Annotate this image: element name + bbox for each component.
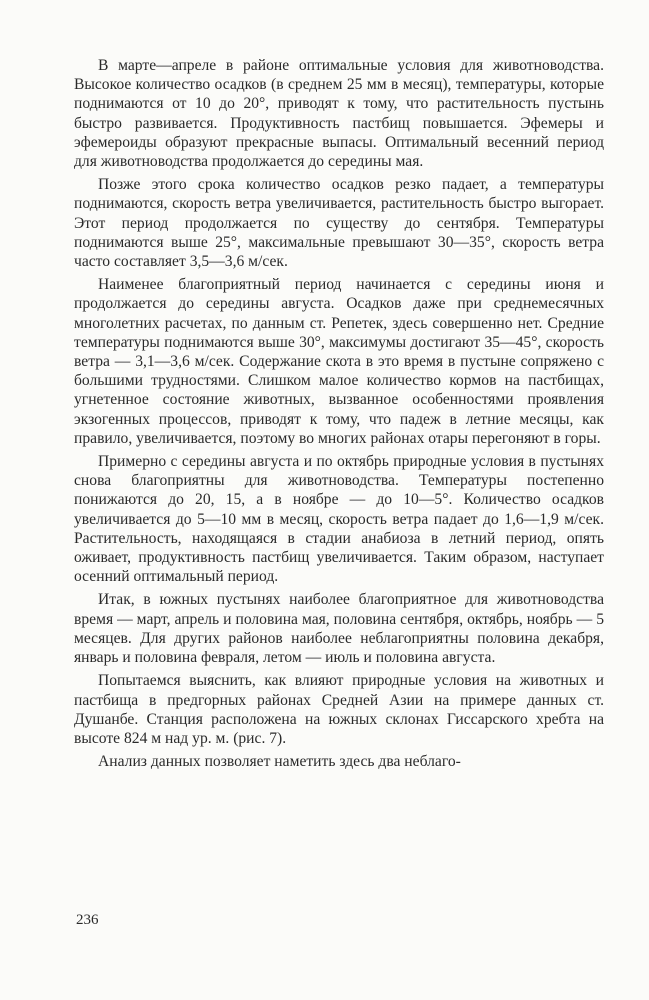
paragraph-summer-unfavorable: Наименее благоприятный период начинается с середины июня и продолжается до середины августа. Осадков даже при среднемесячных многолетних расчетах, по данным ст. Репетек, здесь совершенно нет. Средние температуры поднимаются выше 30°, максимумы достигают 35—45°, скорость ветра — 3,1—3,6 м/сек. Содержание скота в это время в пустыне сопряжено с большими трудностями. Слишком малое количество кормов на пастбищах, угнетенное состояние животных, вызванное особенностями проявления экзогенных процессов, приводят к тому, что падеж в летние месяцы, как правило, увеличивается, поэтому во многих районах отары перегоняют в горы.: [74, 276, 604, 447]
paragraph-spring-optimum: В марте—апреле в районе оптимальные условия для животноводства. Высокое количество осадков (в среднем 25 мм в месяц), температуры, которые поднимаются от 10 до 20°, приводят к тому, что растительность пустынь быстро развивается. Продуктивность пастбищ повышается. Эфемеры и эфемероиды образуют прекрасные выпасы. Оптимальный весенний период для животноводства продолжается до середины мая.: [74, 57, 604, 171]
paragraph-summary: Итак, в южных пустынях наиболее благоприятное для животноводства время — март, апрель и половина мая, половина сентября, октябрь, ноябрь — 5 месяцев. Для других районов наиболее неблагоприятны половина декабря, январь и половина февраля, летом — июль и половина августа.: [74, 591, 604, 667]
paragraph-autumn-optimum: Примерно с середины августа и по октябрь природные условия в пустынях снова благоприятны для животноводства. Температуры постепенно понижаются до 20, 15, а в ноябре — до 10—5°. Количество осадков увеличивается до 5—10 мм в месяц, скорость ветра падает до 1,6—1,9 м/сек. Растительность, находящаяся в стадии анабиоза в летний период, опять оживает, продуктивность пастбищ увеличивается. Таким образом, наступает осенний оптимальный период.: [74, 453, 604, 586]
paragraph-foothills: Попытаемся выяснить, как влияют природные условия на животных и пастбища в предгорных районах Средней Азии на примере данных ст. Душанбе. Станция расположена на южных склонах Гиссарского хребта на высоте 824 м над ур. м. (рис. 7).: [74, 672, 604, 747]
body-text: [74, 56, 604, 775]
paragraph-analysis: Анализ данных позволяет наметить здесь два неблаго-: [98, 753, 461, 771]
paragraph-late-spring: Позже этого срока количество осадков резко падает, а температуры поднимаются, скорость ветра увеличивается, растительность быстро выгорает. Этот период продолжается по существу до сентября. Температуры поднимаются выше 25°, максимальные превышают 30—35°, скорость ветра часто составляет 3,5—3,6 м/сек.: [74, 176, 604, 271]
page-number: 236: [76, 912, 99, 928]
